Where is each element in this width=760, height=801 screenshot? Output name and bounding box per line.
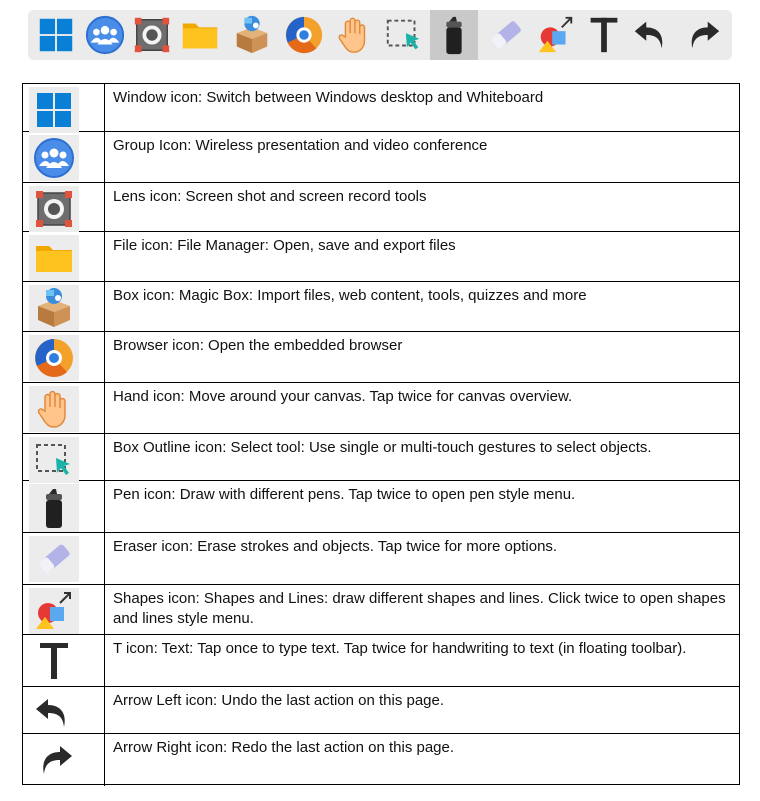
- group-icon: [84, 14, 126, 56]
- icon-cell: [23, 383, 105, 433]
- table-row: [23, 282, 739, 332]
- toolbar-file-button[interactable]: [176, 10, 224, 60]
- file-icon: [32, 236, 76, 280]
- pen-icon: [433, 14, 475, 56]
- icon-cell: [23, 232, 105, 281]
- row-description: Box Outline icon: Select tool: Use single or multi-touch gestures to select objects.: [113, 439, 652, 456]
- table-row: [23, 132, 739, 183]
- whiteboard-toolbar: [28, 10, 732, 60]
- icon-cell: [23, 434, 105, 480]
- row-description: T icon: Text: Tap once to type text. Tap twice for handwriting to text (in floating toolbar).: [113, 640, 687, 657]
- icon-cell: [23, 132, 105, 182]
- hand-icon: [32, 387, 76, 431]
- box-outline-icon: [32, 438, 76, 482]
- table-row: [23, 635, 739, 687]
- row-description: Group Icon: Wireless presentation and video conference: [113, 137, 488, 154]
- row-description: Box icon: Magic Box: Import files, web content, tools, quizzes and more: [113, 287, 587, 304]
- icon-cell: [23, 687, 105, 733]
- icon-cell: [23, 84, 105, 131]
- table-row: [23, 84, 739, 132]
- toolbar-shapes-button[interactable]: [532, 10, 580, 60]
- eraser-icon: [32, 537, 76, 581]
- table-row: [23, 585, 739, 635]
- toolbar-pen-button[interactable]: [430, 10, 478, 60]
- icon-cell: [23, 533, 105, 584]
- shapes-icon: [32, 589, 76, 633]
- text-icon: [583, 14, 625, 56]
- row-description: Arrow Left icon: Undo the last action on this page.: [113, 692, 445, 709]
- table-row: [23, 232, 739, 282]
- lens-icon: [32, 187, 76, 231]
- row-description: Shapes icon: Shapes and Lines: draw different shapes and lines. Click twice to open shapes and lines style menu.: [113, 590, 726, 627]
- table-row: [23, 481, 739, 533]
- eraser-icon: [485, 14, 527, 56]
- icon-cell: [23, 282, 105, 331]
- row-description: Browser icon: Open the embedded browser: [113, 337, 403, 354]
- window-icon: [32, 88, 76, 132]
- row-description: Hand icon: Move around your canvas. Tap twice for canvas overview.: [113, 388, 573, 405]
- toolbar-window-button[interactable]: [32, 10, 80, 60]
- table-row: [23, 734, 739, 786]
- toolbar-text-button[interactable]: [580, 10, 628, 60]
- toolbar-redo-button[interactable]: [678, 10, 726, 60]
- table-row: [23, 383, 739, 434]
- arrow-left-icon: [631, 14, 673, 56]
- arrow-right-icon: [681, 14, 723, 56]
- table-row: [23, 332, 739, 383]
- toolbar-select-button[interactable]: [380, 10, 428, 60]
- icon-cell: [23, 481, 105, 532]
- row-description: Pen icon: Draw with different pens. Tap twice to open pen style menu.: [113, 486, 576, 503]
- browser-icon: [283, 14, 325, 56]
- toolbar-browser-button[interactable]: [280, 10, 328, 60]
- arrow-right-icon: [32, 738, 76, 782]
- toolbar-lens-button[interactable]: [128, 10, 176, 60]
- box-outline-icon: [383, 14, 425, 56]
- hand-icon: [333, 14, 375, 56]
- pen-icon: [32, 486, 76, 530]
- icon-cell: [23, 734, 105, 786]
- toolbar-eraser-button[interactable]: [482, 10, 530, 60]
- row-description: Window icon: Switch between Windows desktop and Whiteboard: [113, 89, 544, 106]
- icon-cell: [23, 635, 105, 686]
- icon-cell: [23, 183, 105, 231]
- table-row: [23, 533, 739, 585]
- lens-icon: [131, 14, 173, 56]
- table-row: [23, 183, 739, 232]
- row-description: Lens icon: Screen shot and screen record tools: [113, 188, 427, 205]
- row-description: File icon: File Manager: Open, save and export files: [113, 237, 456, 254]
- group-icon: [32, 136, 76, 180]
- toolbar-undo-button[interactable]: [628, 10, 676, 60]
- toolbar-group-button[interactable]: [81, 10, 129, 60]
- icon-cell: [23, 332, 105, 382]
- browser-icon: [32, 336, 76, 380]
- shapes-icon: [535, 14, 577, 56]
- icon-legend-table: [22, 83, 740, 785]
- toolbar-box-button[interactable]: [228, 10, 276, 60]
- window-icon: [35, 14, 77, 56]
- text-icon: [32, 639, 76, 683]
- table-row: [23, 434, 739, 481]
- icon-cell: [23, 585, 105, 634]
- table-row: [23, 687, 739, 734]
- box-icon: [231, 14, 273, 56]
- arrow-left-icon: [32, 691, 76, 735]
- toolbar-hand-button[interactable]: [330, 10, 378, 60]
- row-description: Eraser icon: Erase strokes and objects. Tap twice for more options.: [113, 538, 558, 555]
- file-icon: [179, 14, 221, 56]
- box-icon: [32, 286, 76, 330]
- row-description: Arrow Right icon: Redo the last action on this page.: [113, 739, 455, 756]
